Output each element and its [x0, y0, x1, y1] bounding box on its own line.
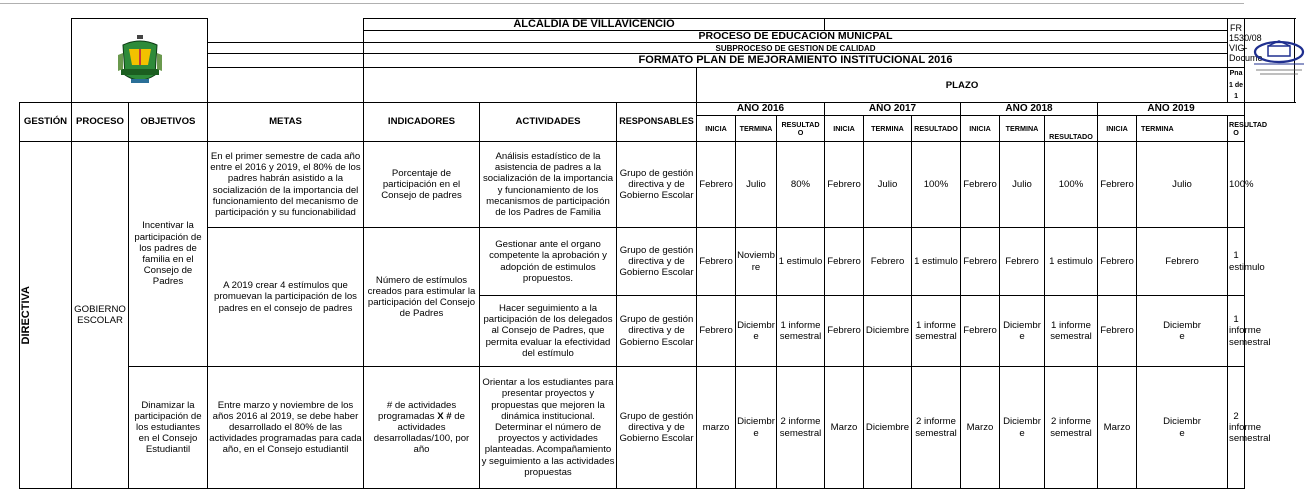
cell-value: semestral	[915, 427, 957, 439]
row3-c3	[825, 296, 864, 367]
sub-termina-2019: TERMINA	[1137, 116, 1228, 142]
cell-value: semestral	[1229, 336, 1271, 348]
cell-value: Julio	[746, 178, 766, 190]
text-line: participación de	[134, 410, 202, 422]
text-line: de los Padres de Familia	[495, 206, 601, 218]
text-line: adopción de estimulos	[500, 261, 596, 273]
row4-c2	[777, 367, 825, 489]
cell-value: Febrero	[699, 325, 733, 337]
text-line: dinámica institucional.	[501, 410, 595, 422]
row2-c3	[825, 228, 864, 296]
row4-c7	[1000, 367, 1045, 489]
text-line: Hacer seguimiento a la	[498, 303, 598, 314]
meta-3	[208, 367, 364, 489]
text-line: participación del Consejo	[367, 297, 476, 309]
text-line: Consejo de	[143, 265, 193, 277]
text-line: Gobierno Escolar	[619, 336, 694, 348]
text-line: planteadas. Acompañamiento	[484, 444, 612, 456]
sub-termina-2016: TERMINA	[736, 116, 777, 142]
text-line: participación de	[134, 231, 202, 243]
cell-value: Febrero	[963, 255, 997, 267]
row4-c3	[825, 367, 864, 489]
row4-c11	[1228, 367, 1271, 489]
cell-value: 1 informe	[1051, 319, 1091, 331]
text-line: y funcionamiento de los	[497, 184, 599, 196]
row1-c2	[777, 142, 825, 228]
text-line: años 2016 al 2019, se debe haber	[212, 410, 359, 422]
row3-c10	[1137, 296, 1228, 367]
blank-corner	[20, 19, 72, 103]
objective-1	[129, 142, 208, 367]
blank-header-l3	[208, 43, 364, 54]
sub-termina-2017: TERMINA	[864, 116, 912, 142]
col-actividades: ACTIVIDADES	[480, 103, 617, 142]
cell-value: e	[753, 331, 759, 343]
col-metas: METAS	[208, 103, 364, 142]
text-line: del estímulo	[522, 347, 574, 359]
code-line-1: FR	[1230, 23, 1243, 34]
sub-resultado-2017: RESULTADO	[912, 116, 961, 142]
text-line: En el primer semestre de cada año	[210, 150, 361, 162]
text-line: año, en el Consejo estudiantil	[222, 444, 349, 456]
row1-c0	[697, 142, 736, 228]
cell-value: re	[751, 261, 761, 273]
cell-value: Diciembr	[1163, 416, 1201, 428]
row2-c9	[1098, 228, 1137, 296]
col-indicadores: INDICADORES	[364, 103, 480, 142]
meta-1	[208, 142, 364, 228]
text-line: Gobierno Escolar	[619, 190, 694, 202]
cell-value: Marzo	[830, 421, 858, 433]
cell-value: 1 estimulo	[1049, 255, 1093, 267]
row3-c1	[736, 296, 777, 367]
text-line: Consejo de padres	[381, 190, 462, 202]
row2-c5	[912, 228, 961, 296]
objective-2	[129, 367, 208, 489]
row2-c6	[961, 228, 1000, 296]
text-line: proyectos y actividades	[498, 433, 598, 445]
responsible-3	[617, 296, 697, 367]
responsible-2	[617, 228, 697, 296]
cell-value: Febrero	[870, 255, 905, 267]
cell-value: Febrero	[1100, 255, 1134, 267]
cell-value: e	[1179, 331, 1185, 343]
cell-value: Febrero	[963, 178, 997, 190]
text-line: funcionamiento del mecanismo de	[212, 195, 359, 207]
code-line-2: 1530/08	[1229, 33, 1262, 44]
top-rule	[0, 3, 1244, 4]
text-line: creados para estimular la	[367, 285, 476, 297]
cell-value: Julio	[1012, 178, 1032, 190]
row4-c0	[697, 367, 736, 489]
cell-value: 2 informe	[780, 416, 821, 428]
text-line: padres en el consejo de padres	[218, 302, 353, 314]
text-line: propuestas que mejoren la	[491, 399, 605, 411]
text-line: los estudiantes	[136, 421, 200, 433]
cell-value: e	[1019, 427, 1025, 439]
text-line: Padres	[152, 276, 184, 288]
cell-value: Julio	[1172, 178, 1192, 190]
cell-value: Noviemb	[737, 250, 775, 262]
row4-c5	[912, 367, 961, 489]
cell-value: 2 informe	[1051, 416, 1091, 428]
row4-c4	[864, 367, 912, 489]
cell-value: Febrero	[699, 255, 733, 267]
text-line: familia en el	[142, 254, 194, 266]
cell-value: semestral	[1050, 427, 1092, 439]
text-line: socialización de la importancia	[482, 173, 614, 185]
row3-c6	[961, 296, 1000, 367]
cell-value: Febrero	[699, 178, 733, 190]
row2-c0	[697, 228, 736, 296]
cell-value: 1 informe	[780, 319, 821, 331]
row3-c2	[777, 296, 825, 367]
cell-value: Diciembr	[1163, 319, 1201, 331]
code-line-4: Docume	[1229, 53, 1263, 64]
row4-c10	[1137, 367, 1228, 489]
cell-value: Diciembr	[737, 319, 775, 331]
sub-resultado-2019: RESULTAD O	[1228, 116, 1245, 142]
row1-c8	[1045, 142, 1098, 228]
row2-c2	[777, 228, 825, 296]
text-line: Análisis estadístico de la	[495, 150, 601, 162]
cell-value: Febrero	[827, 325, 861, 337]
sub-inicia-2018: INICIA	[961, 116, 1000, 142]
cell-value: Febrero	[827, 178, 861, 190]
sub-termina-2018: TERMINA	[1000, 116, 1045, 142]
cell-value: e	[753, 427, 759, 439]
cell-value: 1 estimulo	[1229, 250, 1265, 273]
year-2019: AÑO 2019	[1098, 103, 1245, 116]
cell-value: Julio	[877, 178, 898, 190]
row1-c6	[961, 142, 1000, 228]
responsible-4	[617, 367, 697, 489]
row4-c9	[1098, 367, 1137, 489]
right-logo-cell	[1245, 19, 1295, 103]
text-line: directiva y de	[628, 255, 685, 267]
text-line: competente la aprobación y	[489, 250, 607, 262]
text-line: Grupo de gestión	[619, 314, 694, 326]
format-title: FORMATO PLAN DE MEJORAMIENTO INSTITUCIONAL 2016	[364, 54, 1228, 68]
cell-value: 100%	[1229, 178, 1254, 190]
row1-c7	[1000, 142, 1045, 228]
cell-value: 80%	[790, 178, 811, 190]
cell-value: 1 estimulo	[914, 255, 958, 267]
row2-c7	[1000, 228, 1045, 296]
cell-value: semestral	[779, 331, 822, 343]
text-line: directiva y de	[628, 325, 685, 337]
text-line: Determinar el número de	[494, 421, 602, 433]
text-line: al Consejo de Padres, que	[491, 325, 605, 337]
text-line: propuestas	[524, 466, 572, 478]
sub-inicia-2017: INICIA	[825, 116, 864, 142]
row4-c8	[1045, 367, 1098, 489]
sub-inicia-2016: INICIA	[697, 116, 736, 142]
cell-value: 2 informe	[1229, 410, 1262, 433]
row2-c10	[1137, 228, 1228, 296]
cell-value: Febrero	[1100, 325, 1134, 337]
process-title: PROCESO DE EDUCACION MUNICPAL	[364, 31, 1228, 43]
text-line: y seguimiento a las actividades	[481, 455, 615, 467]
cell-value: Marzo	[1103, 421, 1131, 433]
cell-value: Diciembr	[1003, 319, 1041, 331]
cell-value: Febrero	[827, 255, 861, 267]
cell-value: Diciembr	[737, 416, 775, 428]
indicator-2	[364, 228, 480, 367]
row1-c9	[1098, 142, 1137, 228]
col-gestion: GESTIÓN	[20, 103, 72, 142]
text-line: Grupo de gestión	[619, 410, 694, 422]
text-line: directiva y de	[628, 421, 685, 433]
cell-value: Febrero	[963, 325, 997, 337]
text-line: mecanismos de participación	[486, 195, 610, 207]
row3-c9	[1098, 296, 1137, 367]
code-line-3: VIG-	[1229, 43, 1248, 54]
text-line: participación de los delegados	[483, 314, 613, 326]
col-responsables: RESPONSABLES	[617, 103, 697, 142]
text-line: socialización de la importancia del	[212, 184, 359, 196]
col-proceso: PROCESO	[72, 103, 129, 142]
row3-c5	[912, 296, 961, 367]
gestion-label: DIRECTIVA	[20, 285, 32, 345]
activity-4	[480, 367, 617, 489]
cell-value: Diciembre	[865, 421, 910, 433]
cell-value: 100%	[1058, 178, 1084, 190]
blank-header-l2	[208, 31, 364, 43]
text-line: Porcentaje de	[391, 167, 452, 179]
row1-c4	[864, 142, 912, 228]
text-line: promuevan la participación de los	[214, 291, 357, 303]
org-title: ALCALDIA DE VILLAVICENCIO	[364, 19, 825, 31]
col-objetivos: OBJETIVOS	[129, 103, 208, 142]
row1-c1	[736, 142, 777, 228]
text-line: Gobierno Escolar	[619, 433, 694, 445]
cell-value: 100%	[923, 178, 949, 190]
cell-value: 1 informe	[1229, 314, 1262, 337]
sub-resultado-2018: RESULTADO	[1045, 116, 1098, 142]
blank-header-left	[208, 19, 364, 31]
sub-inicia-2019: INICIA	[1098, 116, 1137, 142]
text-line: presentar proyectos y	[501, 388, 595, 400]
cell-value: semestral	[1229, 433, 1271, 445]
improvement-plan-table	[19, 18, 1295, 489]
activity-1	[480, 142, 617, 228]
indicator-3: # de actividades programadas X # de actividades desarrolladas/100, por año	[364, 367, 480, 489]
activity-2	[480, 228, 617, 296]
text-line: Gestionar ante el organo	[495, 239, 601, 251]
row3-c7	[1000, 296, 1045, 367]
year-2018: AÑO 2018	[961, 103, 1098, 116]
text-line: de Padres	[399, 308, 444, 320]
text-line: directiva y de	[628, 178, 685, 190]
text-line: Dinamizar la	[141, 399, 195, 411]
text-line: Grupo de gestión	[619, 167, 694, 179]
row3-c11	[1228, 296, 1271, 367]
row4-c1	[736, 367, 777, 489]
text-line: Entre marzo y noviembre de los	[217, 399, 354, 411]
text-line: Incentivar la	[142, 220, 194, 232]
row2-c1	[736, 228, 777, 296]
row3-c4	[864, 296, 912, 367]
activity-3	[480, 296, 617, 367]
cell-value: e	[1019, 331, 1025, 343]
gestion-cell	[20, 142, 72, 489]
row1-c3	[825, 142, 864, 228]
text-line: padres habrán asistido a la	[227, 173, 344, 185]
cell-value: Febrero	[1100, 178, 1134, 190]
text-line: participación y su funcionabilidad	[215, 206, 356, 218]
doc-code	[1228, 19, 1263, 68]
left-logo-cell	[72, 19, 208, 103]
responsible-1	[617, 142, 697, 228]
blank-header-l5	[208, 68, 364, 103]
row3-c8	[1045, 296, 1098, 367]
cell-value: marzo	[702, 421, 730, 433]
page-number: Pna 1 de 1	[1228, 68, 1245, 103]
coat-of-arms-icon	[115, 35, 165, 87]
blank-header-mid	[364, 68, 697, 103]
cell-value: Marzo	[966, 421, 994, 433]
text-line: asistencia de padres a la	[494, 162, 602, 174]
row2-c8	[1045, 228, 1098, 296]
row1-c5	[912, 142, 961, 228]
text-line: Estudiantil	[145, 444, 191, 456]
cell-value: semestral	[915, 331, 957, 343]
sub-resultado-2016: RESULTAD O	[777, 116, 825, 142]
cell-value: 1 estimulo	[778, 255, 823, 267]
cell-value: Febrero	[1165, 255, 1199, 267]
blank-header-l4	[208, 54, 364, 68]
text-line: Número de estímulos	[375, 274, 468, 286]
subprocess-title: SUBPROCESO DE GESTION DE CALIDAD	[364, 43, 1228, 54]
year-2016: AÑO 2016	[697, 103, 825, 116]
row3-c0	[697, 296, 736, 367]
proceso-cell: GOBIERNO ESCOLAR	[72, 142, 129, 489]
text-line: entre el 2016 y 2019, el 80% de los	[210, 162, 361, 174]
plazo-header: PLAZO	[697, 68, 1228, 103]
text-line: participación en el	[382, 178, 461, 190]
text-line: los padres de	[139, 242, 197, 254]
cell-value: 1 informe	[916, 319, 956, 331]
cell-value: semestral	[1050, 331, 1092, 343]
indicator-1	[364, 142, 480, 228]
cell-value: semestral	[779, 427, 822, 439]
text-line: Orientar a los estudiantes para	[482, 377, 614, 389]
text-line: propuestos.	[522, 272, 574, 284]
text-line: actividades programadas para cada	[209, 433, 362, 445]
row2-c4	[864, 228, 912, 296]
cell-value: 2 informe	[916, 416, 956, 428]
org-title-span	[825, 19, 1228, 31]
cell-value: e	[1179, 427, 1185, 439]
cell-value: Febrero	[1005, 255, 1039, 267]
text-line: desarrollado el 80% de las	[228, 421, 343, 433]
text-line: permita evaluar la efectividad	[485, 336, 611, 348]
cell-value: Diciembre	[865, 325, 910, 337]
text-line: Grupo de gestión	[619, 244, 694, 256]
row1-c10	[1137, 142, 1228, 228]
text-line: en el Consejo	[138, 433, 198, 445]
text-line: A 2019 crear 4 estímulos que	[223, 280, 348, 292]
meta-2	[208, 228, 364, 367]
row2-c11	[1228, 228, 1265, 296]
education-emblem-icon	[1246, 34, 1312, 84]
row4-c6	[961, 367, 1000, 489]
text-line: Gobierno Escolar	[619, 267, 694, 279]
year-2017: AÑO 2017	[825, 103, 961, 116]
cell-value: Diciembr	[1003, 416, 1041, 428]
row1-c11	[1228, 142, 1254, 228]
